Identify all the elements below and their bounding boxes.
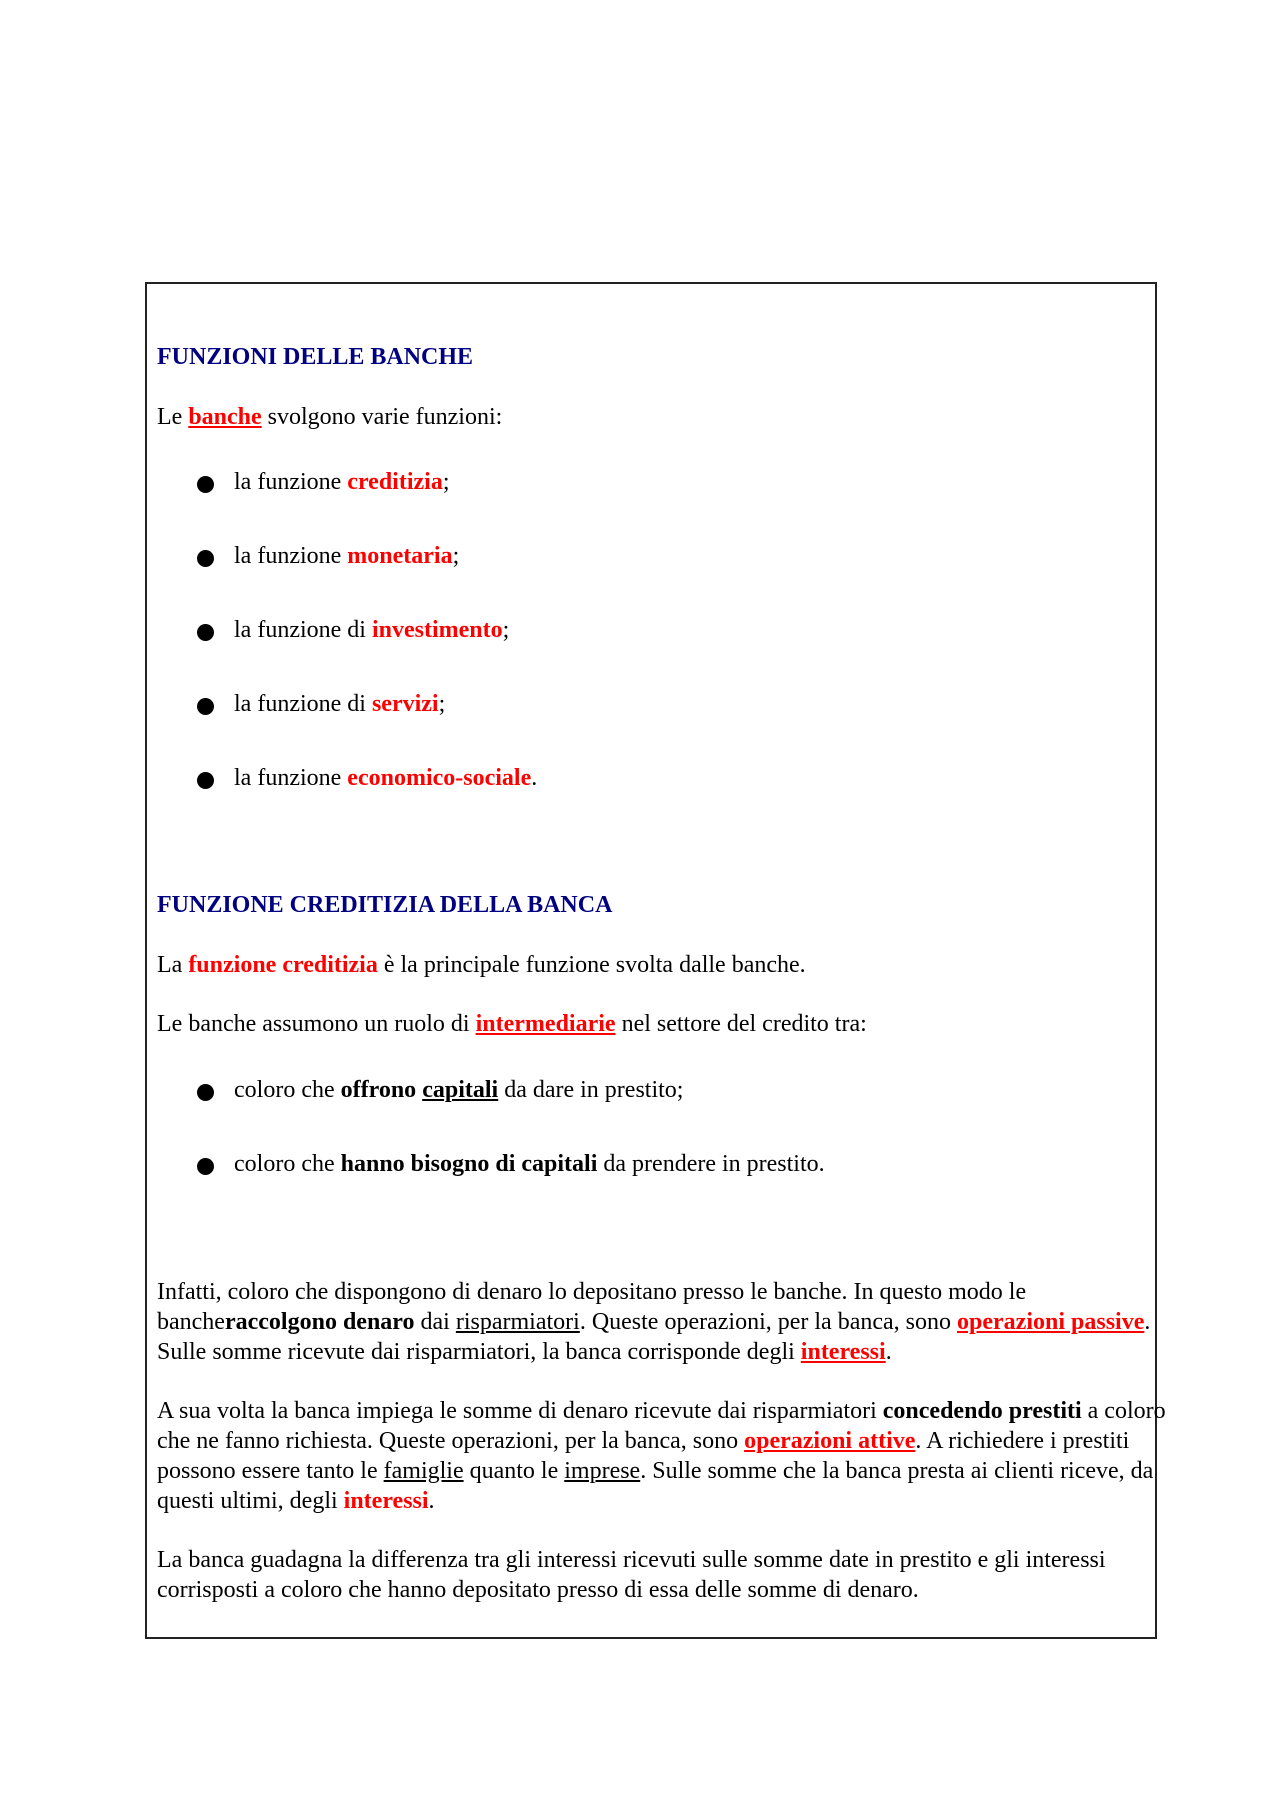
bullet-icon	[197, 698, 214, 715]
keyword-funzione-creditizia: funzione creditizia	[188, 952, 378, 978]
section-title-creditizia: FUNZIONE CREDITIZIA DELLA BANCA	[157, 892, 613, 918]
bullet-icon	[197, 476, 214, 493]
list-item: la funzione di investimento;	[197, 615, 509, 645]
intro-line: Le banche svolgono varie funzioni:	[157, 404, 503, 430]
paragraph-raccolta: Infatti, coloro che dispongono di denaro lo depositano presso le banche. In questo modo le bancheraccolgono denaro dai risparmiatori. Queste operazioni, per la banca, sono operazioni passive. Sulle somme ricevute dai risparmiatori, la banca corrisponde degli interessi.	[157, 1279, 1151, 1365]
keyword-banche: banche	[188, 404, 262, 430]
keyword: investimento	[371, 617, 503, 643]
text-line: La funzione creditizia è la principale funzione svolta dalle banche.	[157, 952, 806, 978]
list-item: coloro che hanno bisogno di capitali da prendere in prestito.	[197, 1149, 825, 1179]
paragraph-guadagno: La banca guadagna la differenza tra gli interessi ricevuti sulle somme date in prestito e gli interessi corrisposti a coloro che hanno depositato presso di essa delle somme di denaro.	[157, 1547, 1106, 1603]
keyword: economico-sociale	[347, 765, 532, 791]
section-title-funzioni: FUNZIONI DELLE BANCHE	[157, 344, 474, 370]
list-item: coloro che offrono capitali da dare in prestito;	[197, 1075, 683, 1105]
keyword-intermediarie: intermediarie	[475, 1011, 616, 1037]
list-item: la funzione creditizia;	[197, 467, 450, 497]
list-item: la funzione economico-sociale.	[197, 763, 537, 793]
bullet-icon	[197, 1158, 214, 1175]
keyword-operazioni-passive: operazioni passive	[957, 1309, 1145, 1335]
keyword: servizi	[371, 691, 439, 717]
bullet-icon	[197, 550, 214, 567]
keyword-interessi: interessi	[800, 1339, 886, 1365]
keyword-operazioni-attive: operazioni attive	[744, 1428, 916, 1454]
bullet-icon	[197, 772, 214, 789]
keyword: monetaria	[347, 543, 453, 569]
paragraph-impieghi: A sua volta la banca impiega le somme di denaro ricevute dai risparmiatori concedendo prestiti a coloro che ne fanno richiesta. Queste operazioni, per la banca, sono operazioni attive. A richiedere i prestiti possono essere tanto le famiglie quanto le imprese. Sulle somme che la banca presta ai clienti riceve, da questi ultimi, degli interessi.	[157, 1398, 1166, 1514]
text-line: Le banche assumono un ruolo di intermediarie nel settore del credito tra:	[157, 1011, 867, 1037]
bullet-icon	[197, 624, 214, 641]
keyword-interessi: interessi	[343, 1488, 429, 1514]
keyword: creditizia	[347, 469, 443, 495]
list-item: la funzione monetaria;	[197, 541, 459, 571]
list-item: la funzione di servizi;	[197, 689, 445, 719]
bullet-icon	[197, 1084, 214, 1101]
